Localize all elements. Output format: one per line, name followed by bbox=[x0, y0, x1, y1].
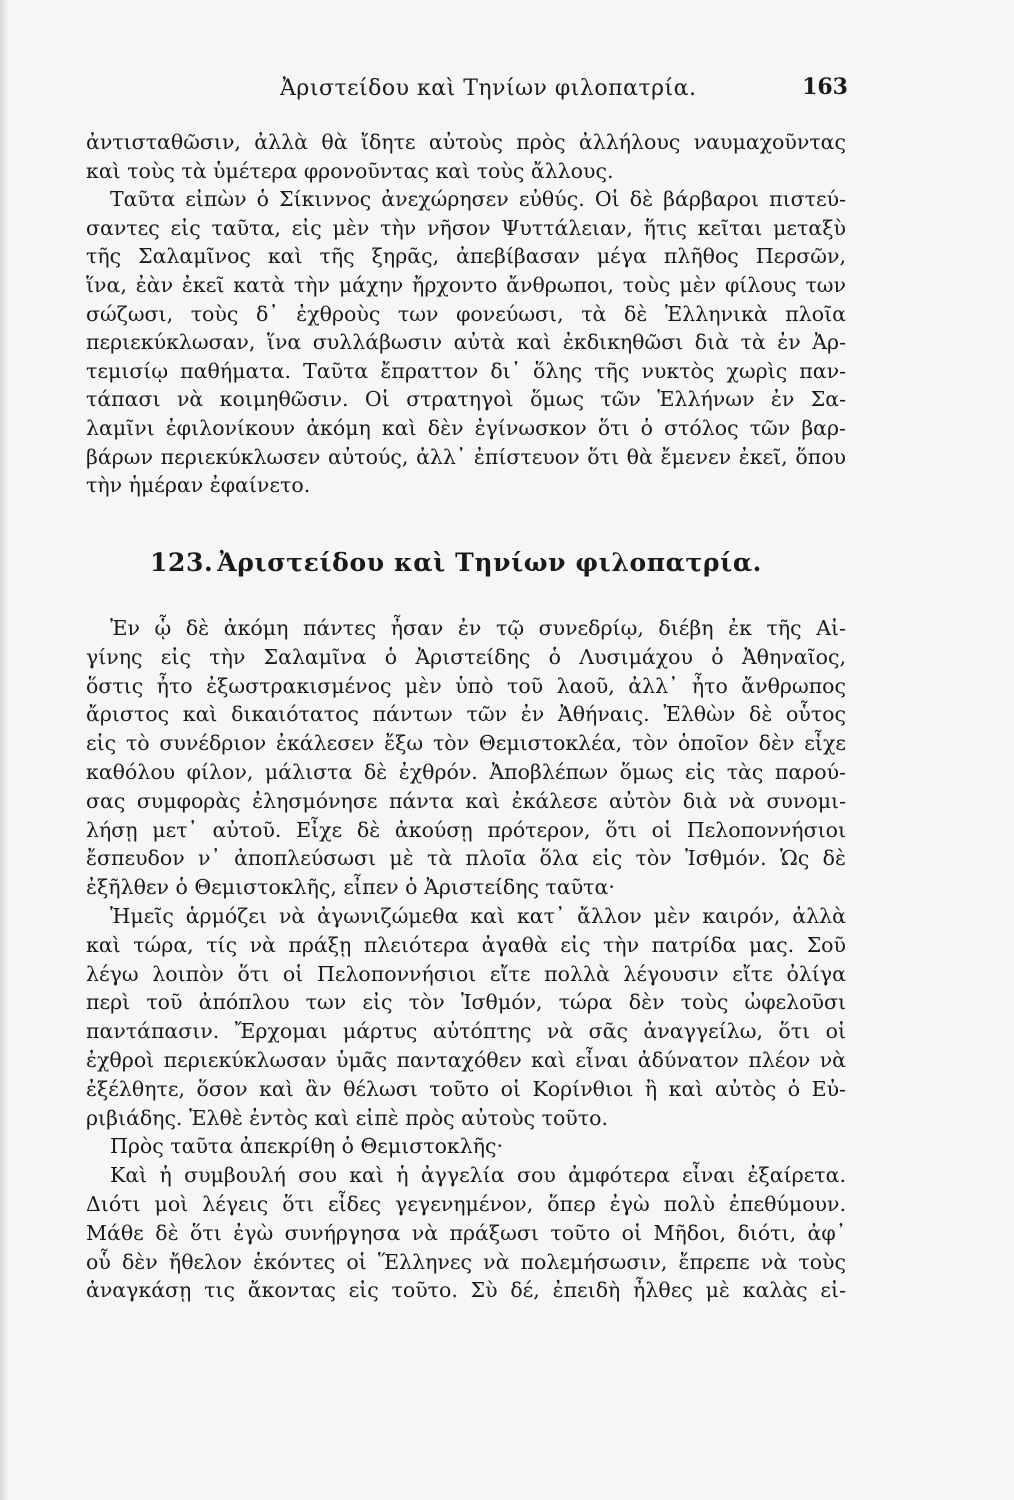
section-heading bbox=[150, 548, 850, 577]
text-line: Ἡμεῖς ἁρμόζει νὰ ἀγωνιζώμεθα καὶ κατ᾽ ἄλλον μὲν καιρόν, ἀλλὰ bbox=[110, 903, 846, 928]
text-line: λέγω λοιπὸν ὅτι οἱ Πελοποννήσιοι εἴτε πολλὰ λέγουσιν εἴτε ὀλίγα bbox=[86, 961, 846, 986]
text-line: τάπασι νὰ κοιμηθῶσιν. Οἱ στρατηγοὶ ὅμως τῶν Ἑλλήνων ἐν Σα- bbox=[86, 387, 846, 412]
text-line: ἔσπευδον ν᾽ ἀποπλεύσωσι μὲ τὰ πλοῖα ὅλα εἰς τὸν Ἰσθμόν. Ὡς δὲ bbox=[86, 846, 846, 871]
text-line: γίνης εἰς τὴν Σαλαμῖνα ὁ Ἀριστείδης ὁ Λυσιμάχου ὁ Ἀθηναῖος, bbox=[86, 644, 846, 669]
text-line: ὅστις ἦτο ἐξωστρακισμένος μὲν ὑπὸ τοῦ λαοῦ, ἀλλ᾽ ἦτο ἄνθρωπος bbox=[86, 673, 846, 698]
text-line: καὶ τώρα, τίς νὰ πράξῃ πλειότερα ἀγαθὰ εἰς τὴν πατρίδα μας. Σοῦ bbox=[86, 932, 846, 957]
text-line: Μάθε δὲ ὅτι ἐγὼ συνήργησα νὰ πράξωσι τοῦτο οἱ Μῆδοι, διότι, ἀφ᾽ bbox=[86, 1220, 846, 1245]
running-header bbox=[90, 70, 860, 110]
text-line: τὴν ἡμέραν ἐφαίνετο. bbox=[86, 473, 311, 498]
paragraph-2 bbox=[86, 614, 846, 1305]
section-title: Ἀριστείδου καὶ Τηνίων φιλοπατρία. bbox=[217, 548, 762, 577]
text-line: ἄριστος καὶ δικαιότατος πάντων τῶν ἐν Ἀθήναις. Ἐλθὼν δὲ οὗτος bbox=[86, 702, 846, 727]
text-line: εἰς τὸ συνέδριον ἐκάλεσεν ἔξω τὸν Θεμιστοκλέα, τὸν ὁποῖον δὲν εἶχε bbox=[86, 731, 846, 756]
text-line: ἵνα, ἐὰν ἐκεῖ κατὰ τὴν μάχην ἤρχοντο ἄνθρωποι, τοὺς μὲν φίλους των bbox=[86, 272, 846, 297]
text-line: λήσῃ μετ᾽ αὐτοῦ. Εἶχε δὲ ἀκούσῃ πρότερον, ὅτι οἱ Πελοποννήσιοι bbox=[86, 817, 846, 842]
section-number: 123. bbox=[150, 548, 214, 577]
text-line: παντάπασιν. Ἔρχομαι μάρτυς αὐτόπτης νὰ σᾶς ἀναγγείλω, ὅτι οἱ bbox=[86, 1019, 846, 1044]
text-line: Πρὸς ταῦτα ἀπεκρίθη ὁ Θεμιστοκλῆς· bbox=[110, 1134, 504, 1159]
text-line: περιεκύκλωσαν, ἵνα συλλάβωσιν αὐτὰ καὶ ἐκδικηθῶσι διὰ τὰ ἐν Ἀρ- bbox=[86, 330, 846, 355]
text-line: Διότι μοὶ λέγεις ὅτι εἶδες γεγενημένον, ὅπερ ἐγὼ πολὺ ἐπεθύμουν. bbox=[86, 1191, 846, 1216]
text-line: ἐξῆλθεν ὁ Θεμιστοκλῆς, εἶπεν ὁ Ἀριστείδης ταῦτα· bbox=[86, 875, 615, 900]
text-line: τεμισίῳ παθήματα. Ταῦτα ἔπραττον δι᾽ ὅλης τῆς νυκτὸς χωρὶς παν- bbox=[86, 358, 846, 383]
text-line: σαντες εἰς ταῦτα, εἰς μὲν τὴν νῆσον Ψυττάλειαν, ἥτις κεῖται μεταξὺ bbox=[86, 215, 846, 240]
text-line: καθόλου φίλον, μάλιστα δὲ ἐχθρόν. Ἀποβλέπων ὅμως εἰς τὰς παρού- bbox=[86, 759, 846, 784]
text-line: σας συμφορὰς ἐλησμόνησε πάντα καὶ ἐκάλεσε αὐτὸν διὰ νὰ συνομι- bbox=[86, 788, 846, 813]
paragraph-1 bbox=[86, 128, 846, 500]
text-line: ἐξέλθητε, ὅσον καὶ ἂν θέλωσι τοῦτο οἱ Κορίνθιοι ἢ καὶ αὐτὸς ὁ Εὐ- bbox=[86, 1076, 846, 1101]
text-line: ἀντισταθῶσιν, ἀλλὰ θὰ ἴδητε αὐτοὺς πρὸς ἀλλήλους ναυμαχοῦντας bbox=[86, 130, 846, 154]
running-title: Ἀριστείδου καὶ Τηνίων φιλοπατρία. bbox=[280, 76, 697, 101]
text-line: καὶ τοὺς τὰ ὑμέτερα φρονοῦντας καὶ τοὺς ἄλλους. bbox=[86, 158, 614, 183]
text-line: Ταῦτα εἰπὼν ὁ Σίκιννος ἀνεχώρησεν εὐθύς. Οἱ δὲ βάρβαροι πιστεύ- bbox=[110, 187, 846, 212]
page-edge-shadow bbox=[0, 0, 8, 1500]
text-line: οὗ δὲν ἤθελον ἑκόντες οἱ Ἕλληνες νὰ πολεμήσωσιν, ἔπρεπε νὰ τοὺς bbox=[86, 1249, 846, 1274]
text-line: περὶ τοῦ ἀπόπλου των εἰς τὸν Ἰσθμόν, τώρα δὲν τοὺς ὠφελοῦσι bbox=[86, 990, 846, 1015]
text-line: σώζωσι, τοὺς δ᾽ ἐχθροὺς των φονεύωσι, τὰ δὲ Ἑλληνικὰ πλοῖα bbox=[86, 301, 846, 326]
text-line: λαμῖνι ἐφιλονίκουν ἀκόμη καὶ δὲν ἐγίνωσκον ὅτι ὁ στόλος τῶν βαρ- bbox=[86, 415, 846, 440]
text-line: βάρων περιεκύκλωσεν αὐτούς, ἀλλ᾽ ἐπίστευον ὅτι θὰ ἔμενεν ἐκεῖ, ὅπου bbox=[86, 444, 846, 469]
text-line: τῆς Σαλαμῖνος καὶ τῆς ξηρᾶς, ἀπεβίβασαν μέγα πλῆθος Περσῶν, bbox=[86, 244, 846, 269]
page-number: 163 bbox=[802, 74, 848, 100]
text-line: ἀναγκάσῃ τις ἄκοντας εἰς τοῦτο. Σὺ δέ, ἐπειδὴ ἦλθες μὲ καλὰς εἰ- bbox=[86, 1278, 846, 1303]
text-line: ἐχθροὶ περιεκύκλωσαν ὑμᾶς πανταχόθεν καὶ εἶναι ἀδύνατον πλέον νὰ bbox=[86, 1047, 846, 1072]
text-line: ριβιάδης. Ἐλθὲ ἐντὸς καὶ εἰπὲ πρὸς αὐτοὺς τοῦτο. bbox=[86, 1105, 608, 1130]
text-line: Ἐν ᾧ δὲ ἀκόμη πάντες ἦσαν ἐν τῷ συνεδρίῳ, διέβη ἐκ τῆς Αἰ- bbox=[110, 616, 846, 640]
text-line: Καὶ ἡ συμβουλή σου καὶ ἡ ἀγγελία σου ἀμφότερα εἶναι ἐξαίρετα. bbox=[110, 1163, 846, 1188]
